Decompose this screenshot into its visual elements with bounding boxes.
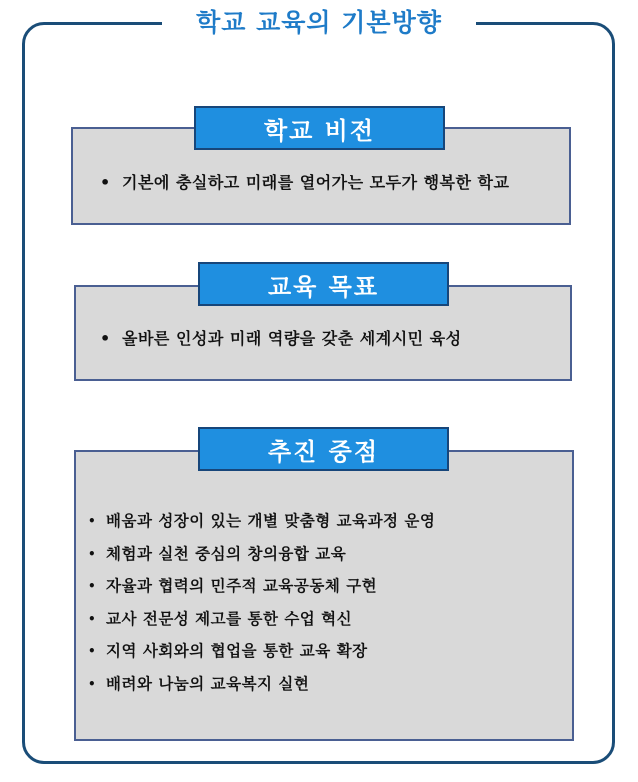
bullet-dot-icon: • (88, 644, 97, 659)
bullet-dot-icon: • (88, 514, 97, 528)
list-item: • 체험과 실천 중심의 창의융합 교육 (88, 541, 435, 574)
list-item: • 배려와 나눔의 교육복지 실현 (88, 671, 435, 704)
list-item: • 배움과 성장이 있는 개별 맞춤형 교육과정 운영 (88, 508, 435, 541)
page-title: 학교 교육의 기본방향 (162, 4, 476, 42)
list-item: • 자율과 협력의 민주적 교육공동체 구현 (88, 573, 435, 606)
bullet-dot-icon: • (88, 546, 97, 561)
focus-label: 추진 중점 (198, 427, 449, 471)
focus-list (88, 508, 435, 704)
goal-statement (100, 326, 462, 349)
list-item: • 교사 전문성 제고를 통한 수업 혁신 (88, 606, 435, 639)
bullet-dot-icon: • (100, 173, 111, 192)
vision-text: 기본에 충실하고 미래를 열어가는 모두가 행복한 학교 (122, 173, 510, 192)
list-item: • 지역 사회와의 협업을 통한 교육 확장 (88, 638, 435, 671)
bullet-dot-icon: • (88, 676, 97, 691)
bullet-dot-icon: • (88, 611, 97, 626)
bullet-dot-icon: • (100, 329, 111, 348)
goal-label: 교육 목표 (198, 262, 449, 306)
goal-text: 올바른 인성과 미래 역량을 갖춘 세계시민 육성 (122, 329, 462, 348)
vision-label: 학교 비전 (194, 106, 445, 150)
bullet-dot-icon: • (88, 579, 97, 594)
vision-statement (100, 170, 509, 193)
